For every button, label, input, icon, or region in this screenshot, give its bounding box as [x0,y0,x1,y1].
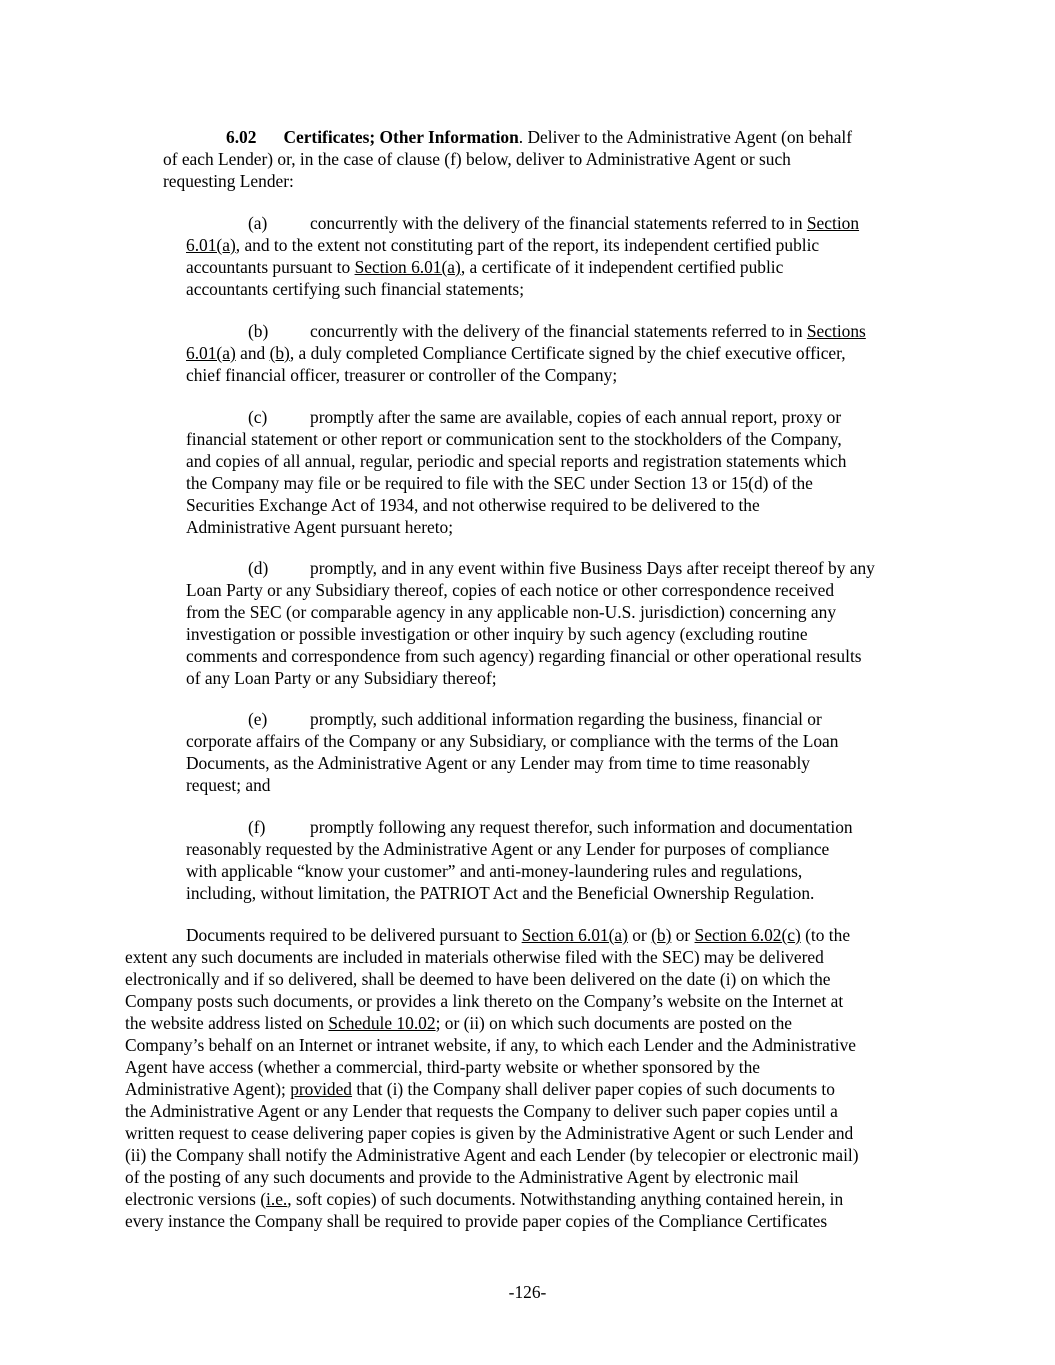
clause-b-label: (b) [248,321,269,341]
clause-f-line3: with applicable “know your customer” and anti-money-laundering rules and regulations, [186,861,803,881]
clause-d-line3: from the SEC (or comparable agency in any applicable non-U.S. jurisdiction) concerning any [186,602,837,622]
clause-f-line4: including, without limitation, the PATRIOT Act and the Beneficial Ownership Regulation. [186,883,815,903]
provided-term: provided [290,1079,353,1099]
clause-b-line2: 6.01(a) and (b), a duly completed Compliance Certificate signed by the chief executive officer, [186,343,846,363]
clause-a-line1: concurrently with the delivery of the financial statements referred to in Section [310,213,860,233]
clause-b-line3: chief financial officer, treasurer or controller of the Company; [186,365,618,385]
docs-line5: the website address listed on Schedule 10.02; or (ii) on which such documents are posted on the [125,1013,793,1033]
clause-d-line4: investigation or possible investigation or other inquiry by such agency (excluding routine [186,624,808,644]
docs-line1: Documents required to be delivered pursuant to Section 6.01(a) or (b) or Section 6.02(c) (to the [186,925,851,945]
clause-a-line3: accountants pursuant to Section 6.01(a), a certificate of it independent certified public [186,257,784,277]
clause-f-line1: promptly following any request therefor, such information and documentation [310,817,853,837]
clause-f-label: (f) [248,817,266,837]
docs-line10: written request to cease delivering paper copies is given by the Administrative Agent or such Lender and [125,1123,854,1143]
docs-line6: Company’s behalf on an Internet or intranet website, if any, to which each Lender and the Administrative [125,1035,856,1055]
section-intro-line3: requesting Lender: [163,171,294,191]
section-link[interactable]: 6.01(a) [186,235,236,255]
ie-term: i.e. [266,1189,288,1209]
clause-d-line6: of any Loan Party or any Subsidiary thereof; [186,668,497,688]
section-number: 6.02 [226,127,257,147]
docs-line13: electronic versions (i.e., soft copies) of such documents. Notwithstanding anything contained herein, in [125,1189,844,1209]
clause-a-line4: accountants certifying such financial statements; [186,279,525,299]
section-link[interactable]: Sections [806,321,866,341]
clause-c-line2: financial statement or other report or communication sent to the stockholders of the Company, [186,429,842,449]
docs-line3: electronically and if so delivered, shall be deemed to have been delivered on the date (i) on which the [125,969,831,989]
clause-d-label: (d) [248,558,269,578]
docs-line4: Company posts such documents, or provides a link thereto on the Company’s website on the Internet at [125,991,844,1011]
section-link[interactable]: Section 6.02(c) [694,925,801,945]
docs-line11: (ii) the Company shall notify the Administrative Agent and each Lender (by telecopier or electronic mail) [125,1145,859,1165]
docs-line9: the Administrative Agent or any Lender that requests the Company to deliver such paper copies until a [125,1101,838,1121]
clause-e-line2: corporate affairs of the Company or any Subsidiary, or compliance with the terms of the Loan [186,731,839,751]
clause-a-line2: 6.01(a), and to the extent not constituting part of the report, its independent certified public [186,235,820,255]
clause-e-line1: promptly, such additional information regarding the business, financial or [310,709,822,729]
clause-a-label: (a) [248,213,268,233]
section-heading-line [226,126,852,148]
docs-line12: of the posting of any such documents and provide to the Administrative Agent by electronic mail [125,1167,799,1187]
section-link[interactable]: 6.01(a) [186,343,236,363]
docs-line14: every instance the Company shall be required to provide paper copies of the Compliance Certificates [125,1211,828,1231]
docs-line8: Administrative Agent); provided that (i) the Company shall deliver paper copies of such documents to [125,1079,835,1099]
clause-e-label: (e) [248,709,268,729]
section-title: Certificates; Other Information [283,127,519,147]
clause-e-line4: request; and [186,775,271,795]
schedule-link[interactable]: Schedule 10.02 [328,1013,436,1033]
section-link[interactable]: (b) [269,343,290,363]
section-intro-line2: of each Lender) or, in the case of clause (f) below, deliver to Administrative Agent or such [163,149,791,169]
clause-e-line3: Documents, as the Administrative Agent or any Lender may from time to time reasonably [186,753,810,773]
clause-c-line3: and copies of all annual, regular, periodic and special reports and registration statements which [186,451,847,471]
clause-d-line2: Loan Party or any Subsidiary thereof, copies of each notice or other correspondence received [186,580,835,600]
clause-d-line1: promptly, and in any event within five Business Days after receipt thereof by any [310,558,875,578]
clause-c-line1: promptly after the same are available, copies of each annual report, proxy or [310,407,842,427]
clause-b-line1: concurrently with the delivery of the financial statements referred to in Sections [310,321,866,341]
clause-c-line4: the Company may file or be required to file with the SEC under Section 13 or 15(d) of the [186,473,813,493]
section-link[interactable]: Section 6.01(a) [521,925,628,945]
clause-c-line5: Securities Exchange Act of 1934, and not otherwise required to be delivered to the [186,495,760,515]
section-link[interactable]: (b) [651,925,672,945]
clause-f-line2: reasonably requested by the Administrative Agent or any Lender for purposes of compliance [186,839,830,859]
section-intro-line1: . Deliver to the Administrative Agent (on behalf [518,127,853,147]
docs-line7: Agent have access (whether a commercial, third-party website or whether sponsored by the [125,1057,761,1077]
section-link[interactable]: Section [806,213,860,233]
page-number: -126- [508,1282,547,1302]
clause-c-line6: Administrative Agent pursuant hereto; [186,517,454,537]
clause-d-line5: comments and correspondence from such agency) regarding financial or other operational results [186,646,862,666]
docs-line2: extent any such documents are included in materials otherwise filed with the SEC) may be delivered [125,947,824,967]
clause-c-label: (c) [248,407,268,427]
section-link[interactable]: Section 6.01(a) [354,257,461,277]
